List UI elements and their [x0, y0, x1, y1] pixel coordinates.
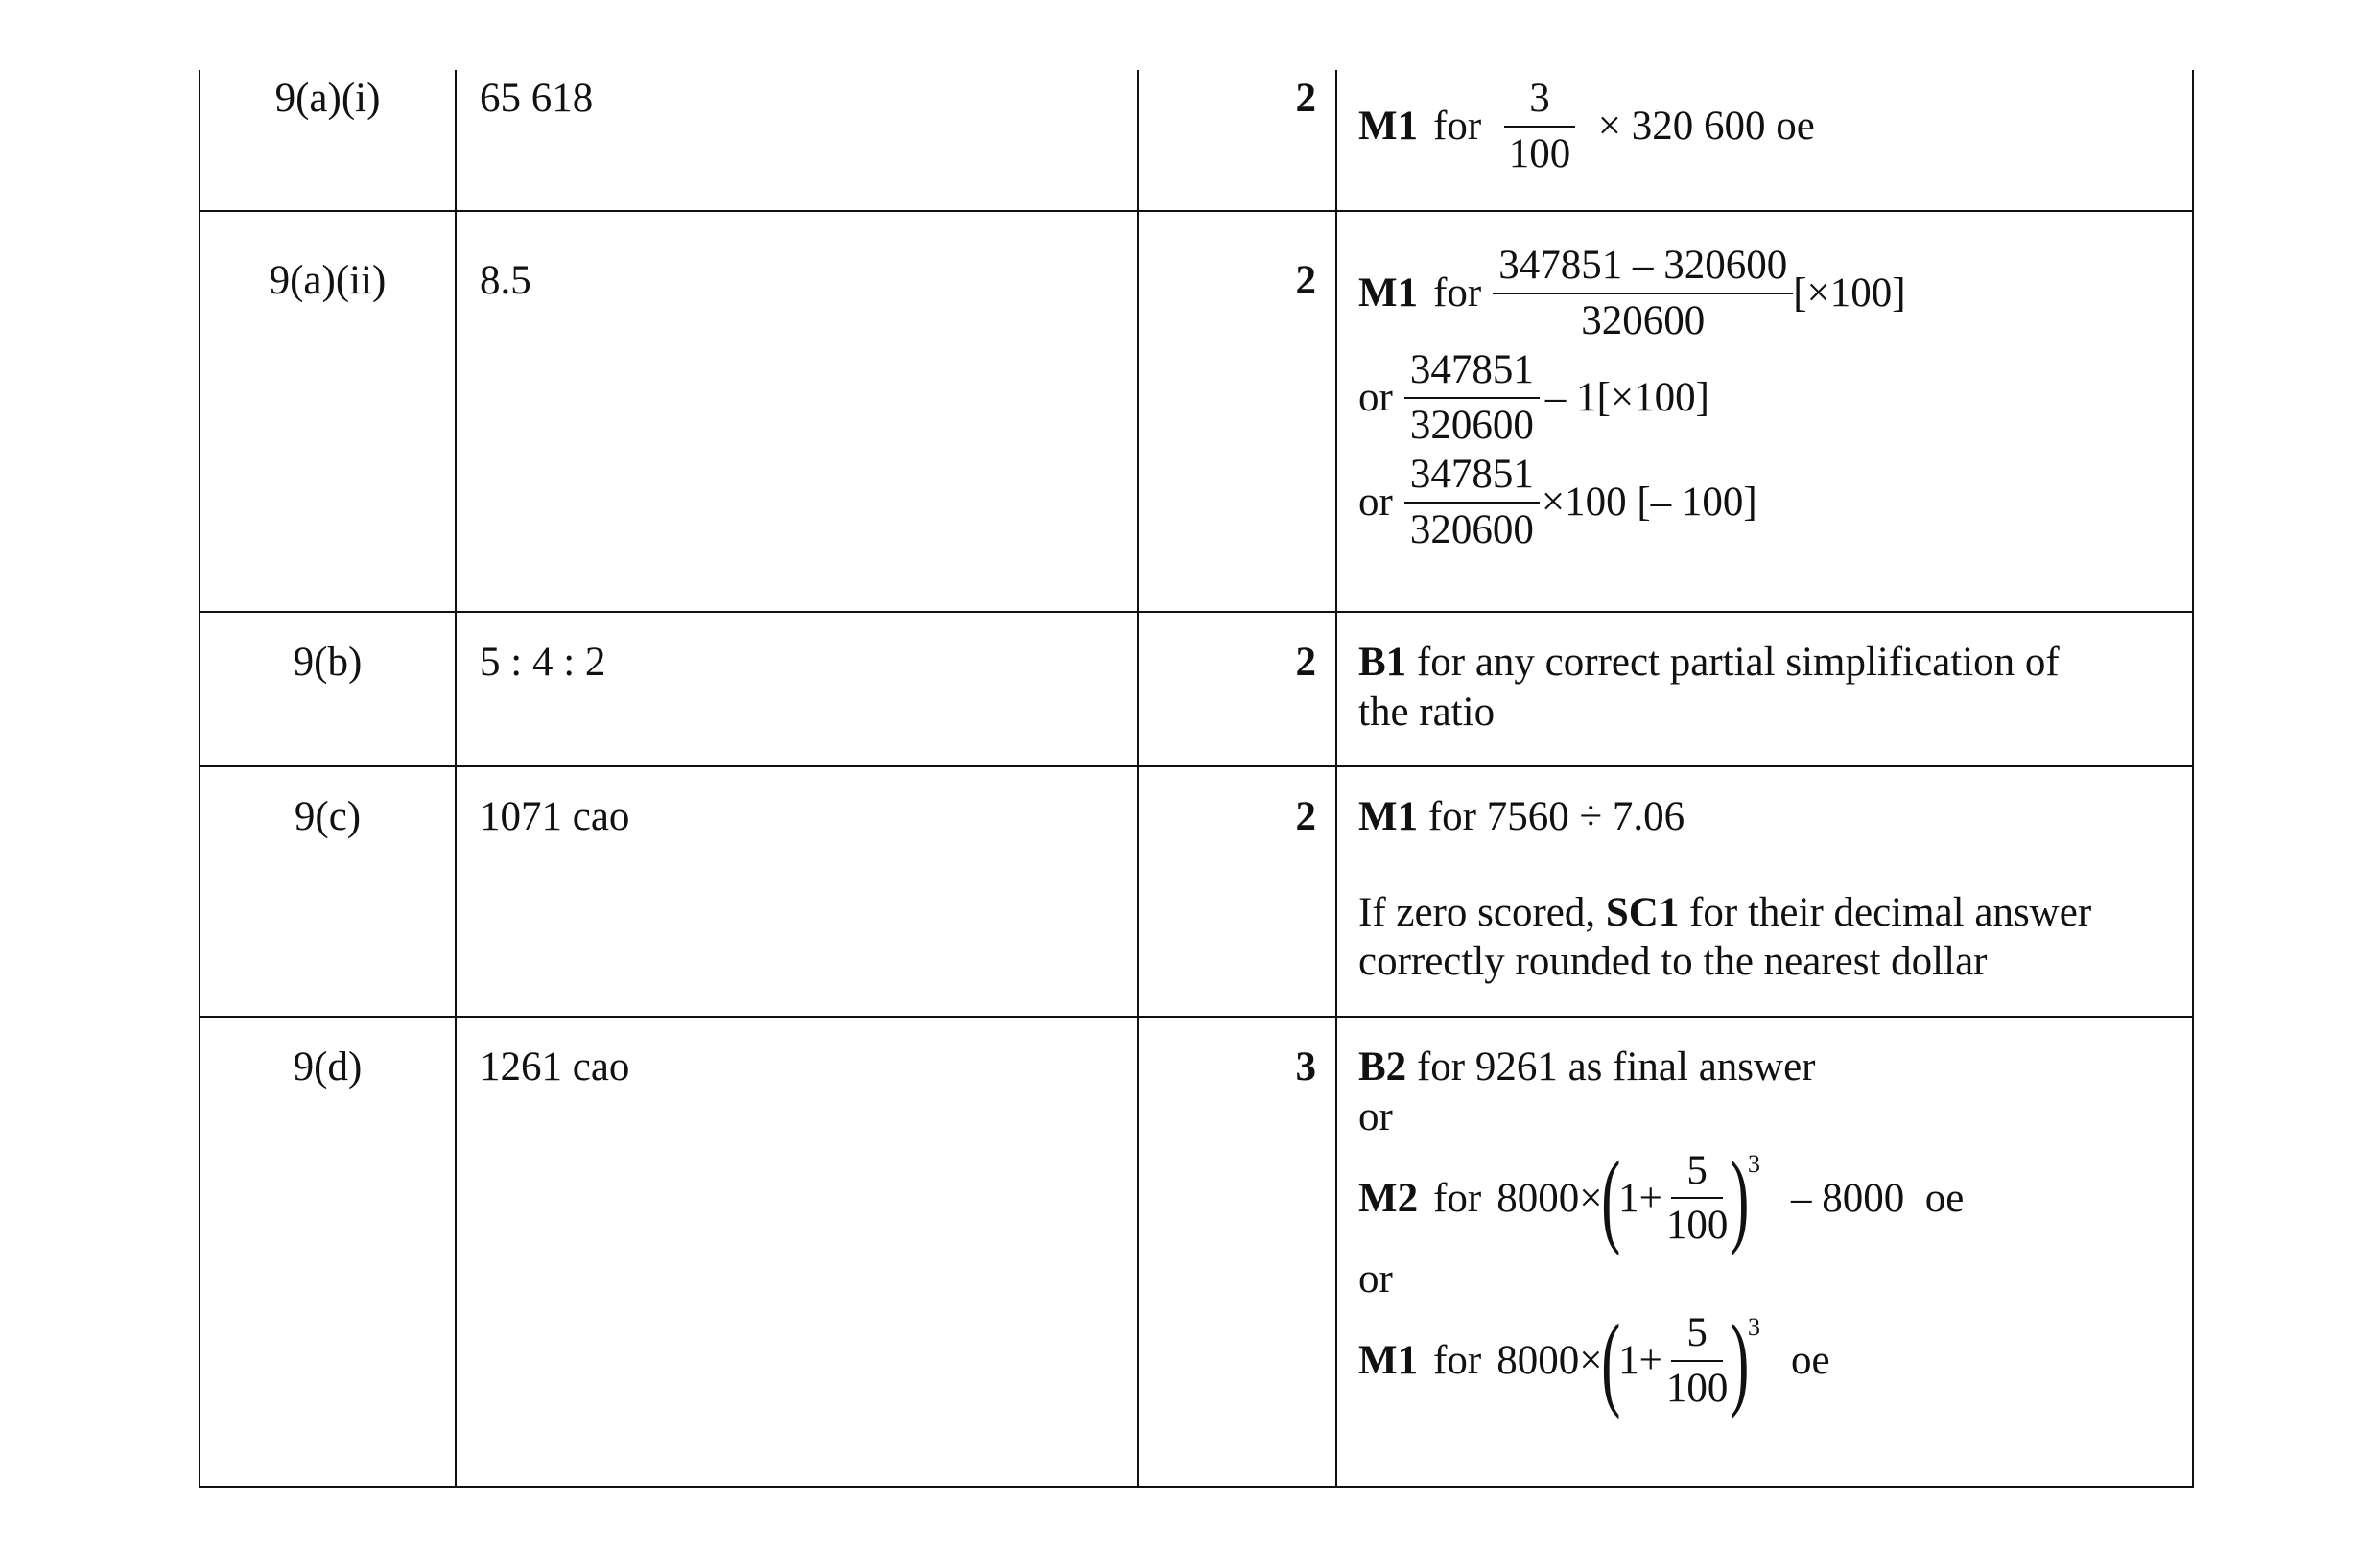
marks: 2	[1138, 211, 1336, 612]
marks: 2	[1138, 766, 1336, 1017]
mark-code: B2	[1358, 1044, 1407, 1091]
exponent: 3	[1748, 1150, 1761, 1179]
fraction-numerator: 347851	[1404, 345, 1540, 399]
guidance-text: 8000×	[1496, 1175, 1603, 1221]
fraction-denominator: 320600	[1409, 402, 1534, 448]
fraction-numerator: 347851	[1404, 450, 1540, 504]
mark-scheme-table	[199, 70, 2194, 1488]
right-paren-icon: )	[1730, 1139, 1750, 1257]
fraction-denominator: 100	[1665, 1365, 1729, 1411]
guidance-text: 1+	[1618, 1338, 1662, 1384]
guidance-text: for their decimal answer	[1689, 889, 2092, 935]
guidance	[1336, 211, 2193, 612]
guidance-text: [×100]	[1793, 270, 1906, 316]
guidance	[1336, 1017, 2193, 1487]
fraction-denominator: 100	[1508, 130, 1571, 176]
or-text: or	[1358, 480, 1393, 526]
guidance-text: × 320 600 oe	[1597, 103, 1815, 149]
mark-code: M1	[1358, 794, 1419, 840]
guidance-text: for	[1433, 103, 1482, 149]
fraction	[1493, 241, 1793, 345]
fraction-numerator: 3	[1504, 74, 1575, 128]
left-paren-icon: (	[1600, 1302, 1620, 1419]
question-number: 9(a)(i)	[200, 70, 456, 211]
fraction	[1666, 1146, 1729, 1251]
fraction-numerator: 347851 – 320600	[1493, 241, 1793, 294]
guidance-text: for	[1433, 1175, 1482, 1221]
guidance-text: 8000×	[1496, 1338, 1603, 1384]
guidance-text: for	[1433, 1338, 1482, 1384]
guidance-text: 1+	[1618, 1175, 1662, 1221]
guidance-text: the ratio	[1358, 689, 1496, 735]
guidance-text: correctly rounded to the nearest dollar	[1358, 939, 1988, 985]
right-paren-icon: )	[1730, 1302, 1750, 1419]
fraction-numerator: 5	[1671, 1308, 1723, 1362]
answer: 65 618	[456, 70, 1138, 211]
guidance-text: for	[1433, 270, 1482, 316]
fraction-denominator: 320600	[1581, 297, 1706, 343]
or-text: or	[1358, 1093, 1393, 1139]
answer: 8.5	[456, 211, 1138, 612]
mark-code: SC1	[1605, 889, 1680, 935]
guidance-text: for 9261 as final answer	[1416, 1044, 1816, 1091]
guidance	[1336, 70, 2193, 211]
table-row	[200, 612, 2193, 766]
question-number: 9(c)	[200, 766, 456, 1017]
guidance-text: for 7560 ÷ 7.06	[1427, 794, 1685, 840]
or-text: or	[1358, 1256, 1393, 1302]
table-row	[200, 211, 2193, 612]
guidance-text: oe	[1791, 1338, 1830, 1384]
mark-code: M2	[1358, 1175, 1419, 1221]
fraction	[1666, 1308, 1729, 1413]
mark-code: B1	[1358, 640, 1407, 685]
table-row	[200, 766, 2193, 1017]
marks: 2	[1138, 70, 1336, 211]
or-text: or	[1358, 374, 1393, 420]
left-paren-icon: (	[1600, 1139, 1620, 1257]
guidance	[1336, 612, 2193, 766]
question-number: 9(d)	[200, 1017, 456, 1487]
answer: 1071 cao	[456, 766, 1138, 1017]
mark-code: M1	[1358, 1338, 1419, 1384]
guidance-text: – 8000 oe	[1791, 1175, 1965, 1221]
guidance-text: for any correct partial simplification of	[1416, 640, 2060, 685]
guidance-text: – 1[×100]	[1544, 374, 1709, 420]
answer: 5 : 4 : 2	[456, 612, 1138, 766]
fraction	[1504, 74, 1575, 178]
fraction	[1404, 345, 1540, 450]
guidance-text: ×100 [– 100]	[1541, 480, 1757, 526]
fraction-denominator: 100	[1665, 1203, 1729, 1249]
guidance-text: If zero scored,	[1358, 889, 1596, 935]
fraction-denominator: 320600	[1409, 506, 1534, 552]
exponent: 3	[1748, 1312, 1761, 1341]
fraction-numerator: 5	[1671, 1146, 1723, 1200]
marks: 2	[1138, 612, 1336, 766]
guidance	[1336, 766, 2193, 1017]
mark-code: M1	[1358, 270, 1419, 316]
mark-code: M1	[1358, 103, 1419, 149]
marks: 3	[1138, 1017, 1336, 1487]
table-row	[200, 1017, 2193, 1487]
fraction	[1404, 450, 1540, 554]
question-number: 9(a)(ii)	[200, 211, 456, 612]
question-number: 9(b)	[200, 612, 456, 766]
table-row	[200, 70, 2193, 211]
answer: 1261 cao	[456, 1017, 1138, 1487]
